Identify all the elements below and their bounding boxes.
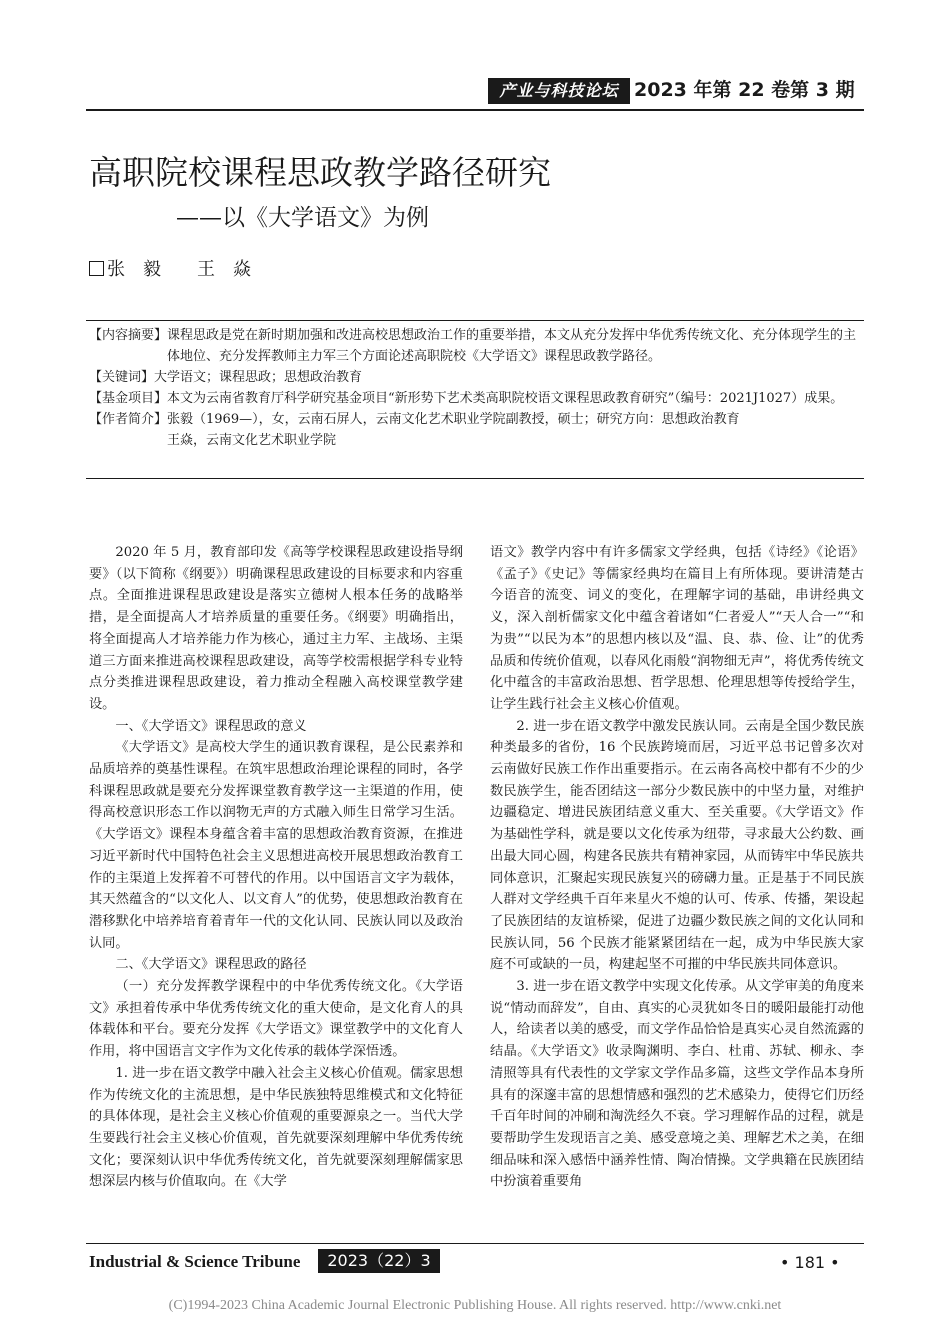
article-subtitle: ——以《大学语文》为例: [176, 205, 429, 231]
author-info-row: [89, 409, 864, 451]
body-paragraph: 3. 进一步在语文教学中实现文化传承。从文学审美的角度来说“情动而辞发”，自由、真实的心灵犹如冬日的暖阳最能打动他人，给读者以美的感受，而文学作品恰恰是真实心灵自然流露的结晶。《大学语文》收录陶渊明、李白、杜甫、苏轼、柳永、李清照等具有代表性的文学家文学作品多篇，这些文学作品本身所具有的深邃丰富的思想情感和强烈的艺术感染力，使得它们历经千百年时间的冲刷和淘洗经久不衰。学习理解作品的过程，就是要帮助学生发现语言之美、感受意境之美、理解艺术之美，在细细品味和深入感悟中涵养性情、陶冶情操。文学典籍在民族团结中扮演着重要角: [490, 979, 864, 1190]
body-paragraph: 1. 进一步在语文教学中融入社会主义核心价值观。儒家思想作为传统文化的主流思想，是中华民族独特思维模式和文化特征的具体体现，是社会主义核心价值观的重要源泉之一。当代大学生要践行社会主义核心价值观，首先就要深刻理解中华优秀传统文化；要深刻认识中华优秀传统文化，首先就要深刻理解儒家思想深层内核与价值取向。在《大学: [89, 1065, 463, 1190]
abstract-label: 【内容摘要】: [89, 328, 168, 343]
header-rule: [86, 109, 864, 111]
meta-block: [89, 325, 864, 451]
meta-bottom-rule: [86, 478, 864, 479]
footer-issue-badge: 2023（22）3: [318, 1249, 440, 1273]
keywords-label: 【关键词】: [89, 370, 155, 385]
keywords-text: 大学语文；课程思政；思想政治教育: [154, 370, 363, 385]
fund-row: [89, 388, 864, 409]
body-paragraph: 语文》教学内容中有许多儒家文学经典，包括《诗经》《论语》《孟子》《史记》等儒家经典均在篇目上有所体现。要讲清楚古今语音的流变、词义的变化，在理解字词的基础，串讲经典文义，深入剖析儒家文化中蕴含着诸如“仁者爱人”“天人合一”“和为贵”“以民为本”的思想内核以及“温、良、恭、俭、让”的优秀品质和传统价值观，以春风化雨般“润物细无声”，将优秀传统文化中蕴含的丰富政治思想、哲学思想、伦理思想等传授给学生，让学生践行社会主义核心价值观。: [490, 545, 864, 712]
body-column-right: [490, 542, 864, 1193]
copyright-notice: (C)1994-2023 China Academic Journal Electronic Publishing House. All rights reserved. http://www.cnki.net: [168, 1298, 782, 1313]
abstract-text: 课程思政是党在新时期加强和改进高校思想政治工作的重要举措，本文从充分发挥中华优秀传统文化、充分体现学生的主体地位、充分发挥教师主力军三个方面论述高职院校《大学语文》课程思政教学路径。: [167, 328, 857, 364]
author-info-line: 王焱，云南文化艺术职业学院: [167, 433, 337, 448]
body-paragraph: 2. 进一步在语文教学中激发民族认同。云南是全国少数民族种类最多的省份，16 个民族跨境而居，习近平总书记曾多次对云南做好民族工作作出重要指示。在云南各高校中都有不少的少数民族学生，能否团结这一部分少数民族中的中坚力量，对维护边疆稳定、增进民族团结意义重大、至关重要。《大学语文》作为基础性学科，就是要以文化传承为纽带，寻求最大公约数、画出最大同心圆，构建各民族共有精神家园，从而铸牢中华民族共同体意识，汇聚起实现民族复兴的磅礴力量。正是基于不同民族人群对文学经典千百年来星火不熄的认可、传承、传播，架设起了民族团结的友谊桥梁，促进了边疆少数民族之间的文化认同和民族认同，56 个民族才能紧紧团结在一起，成为中华民族大家庭不可或缺的一员，构建起坚不可摧的中华民族共同体意识。: [490, 718, 864, 973]
author-box-icon: [89, 261, 104, 276]
fund-text: 本文为云南省教育厅科学研究基金项目“新形势下艺术类高职院校语文课程思政教育研究”（编号：2021J1027）成果。: [167, 391, 844, 406]
footer-journal-name: Industrial & Science Tribune: [89, 1252, 301, 1271]
body-paragraph: 《大学语文》是高校大学生的通识教育课程，是公民素养和品质培养的奠基性课程。在筑牢思想政治理论课程的同时，各学科课程思政就是要充分发挥课堂教育教学这一主渠道的作用，使得高校意识形态工作以润物无声的方式融入师生日常学习生活。《大学语文》课程本身蕴含着丰富的思想政治教育资源，在推进习近平新时代中国特色社会主义思想进高校开展思想政治教育工作的主渠道上发挥着不可替代的作用。以中国语言文字为载体，其天然蕴含的“以文化人、以文育人”的优势，使思想政治教育在潜移默化中培养培育着青年一代的文化认同、民族认同以及政治认同。: [89, 740, 463, 951]
keywords-row: [89, 367, 864, 388]
author-name: 张 毅: [107, 259, 161, 280]
page-number: • 181 •: [780, 1253, 840, 1272]
body-paragraph: （一）充分发挥教学课程中的中华优秀传统文化。《大学语文》承担着传承中华优秀传统文化的重大使命，是文化育人的具体载体和平台。要充分发挥《大学语文》课堂教学中的文化育人作用，将中国语言文字作为文化传承的载体学深悟透。: [89, 979, 463, 1060]
article-title: 高职院校课程思政教学路径研究: [89, 153, 551, 192]
issue-info: 2023 年第 22 卷第 3 期: [634, 79, 855, 101]
abstract-row: [89, 325, 864, 367]
fund-label: 【基金项目】: [89, 391, 168, 406]
author-name: 王 焱: [197, 259, 251, 280]
author-line: [89, 256, 251, 284]
meta-top-rule: [86, 320, 864, 321]
author-info-label: 【作者简介】: [89, 412, 168, 427]
section-heading: 一、《大学语文》课程思政的意义: [115, 718, 307, 734]
body-paragraph: 2020 年 5 月，教育部印发《高等学校课程思政建设指导纲要》（以下简称《纲要》）明确课程思政建设的目标要求和内容重点。全面推进课程思政建设是落实立德树人根本任务的战略举措，是全面提高人才培养质量的重要任务。《纲要》明确指出，将全面提高人才培养能力作为核心，通过主力军、主战场、主渠道三方面来推进高校课程思政建设，高等学校需根据学科专业特点分类推进课程思政建设，着力推动全程融入高校课堂教学建设。: [89, 545, 463, 712]
body-column-left: [89, 542, 463, 1193]
journal-name-badge: 产业与科技论坛: [488, 78, 630, 104]
footer-rule: [86, 1243, 864, 1244]
author-info-line: 张毅（1969—），女，云南石屏人，云南文化艺术职业学院副教授，硕士；研究方向：思想政治教育: [167, 412, 740, 427]
section-heading: 二、《大学语文》课程思政的路径: [115, 957, 307, 973]
